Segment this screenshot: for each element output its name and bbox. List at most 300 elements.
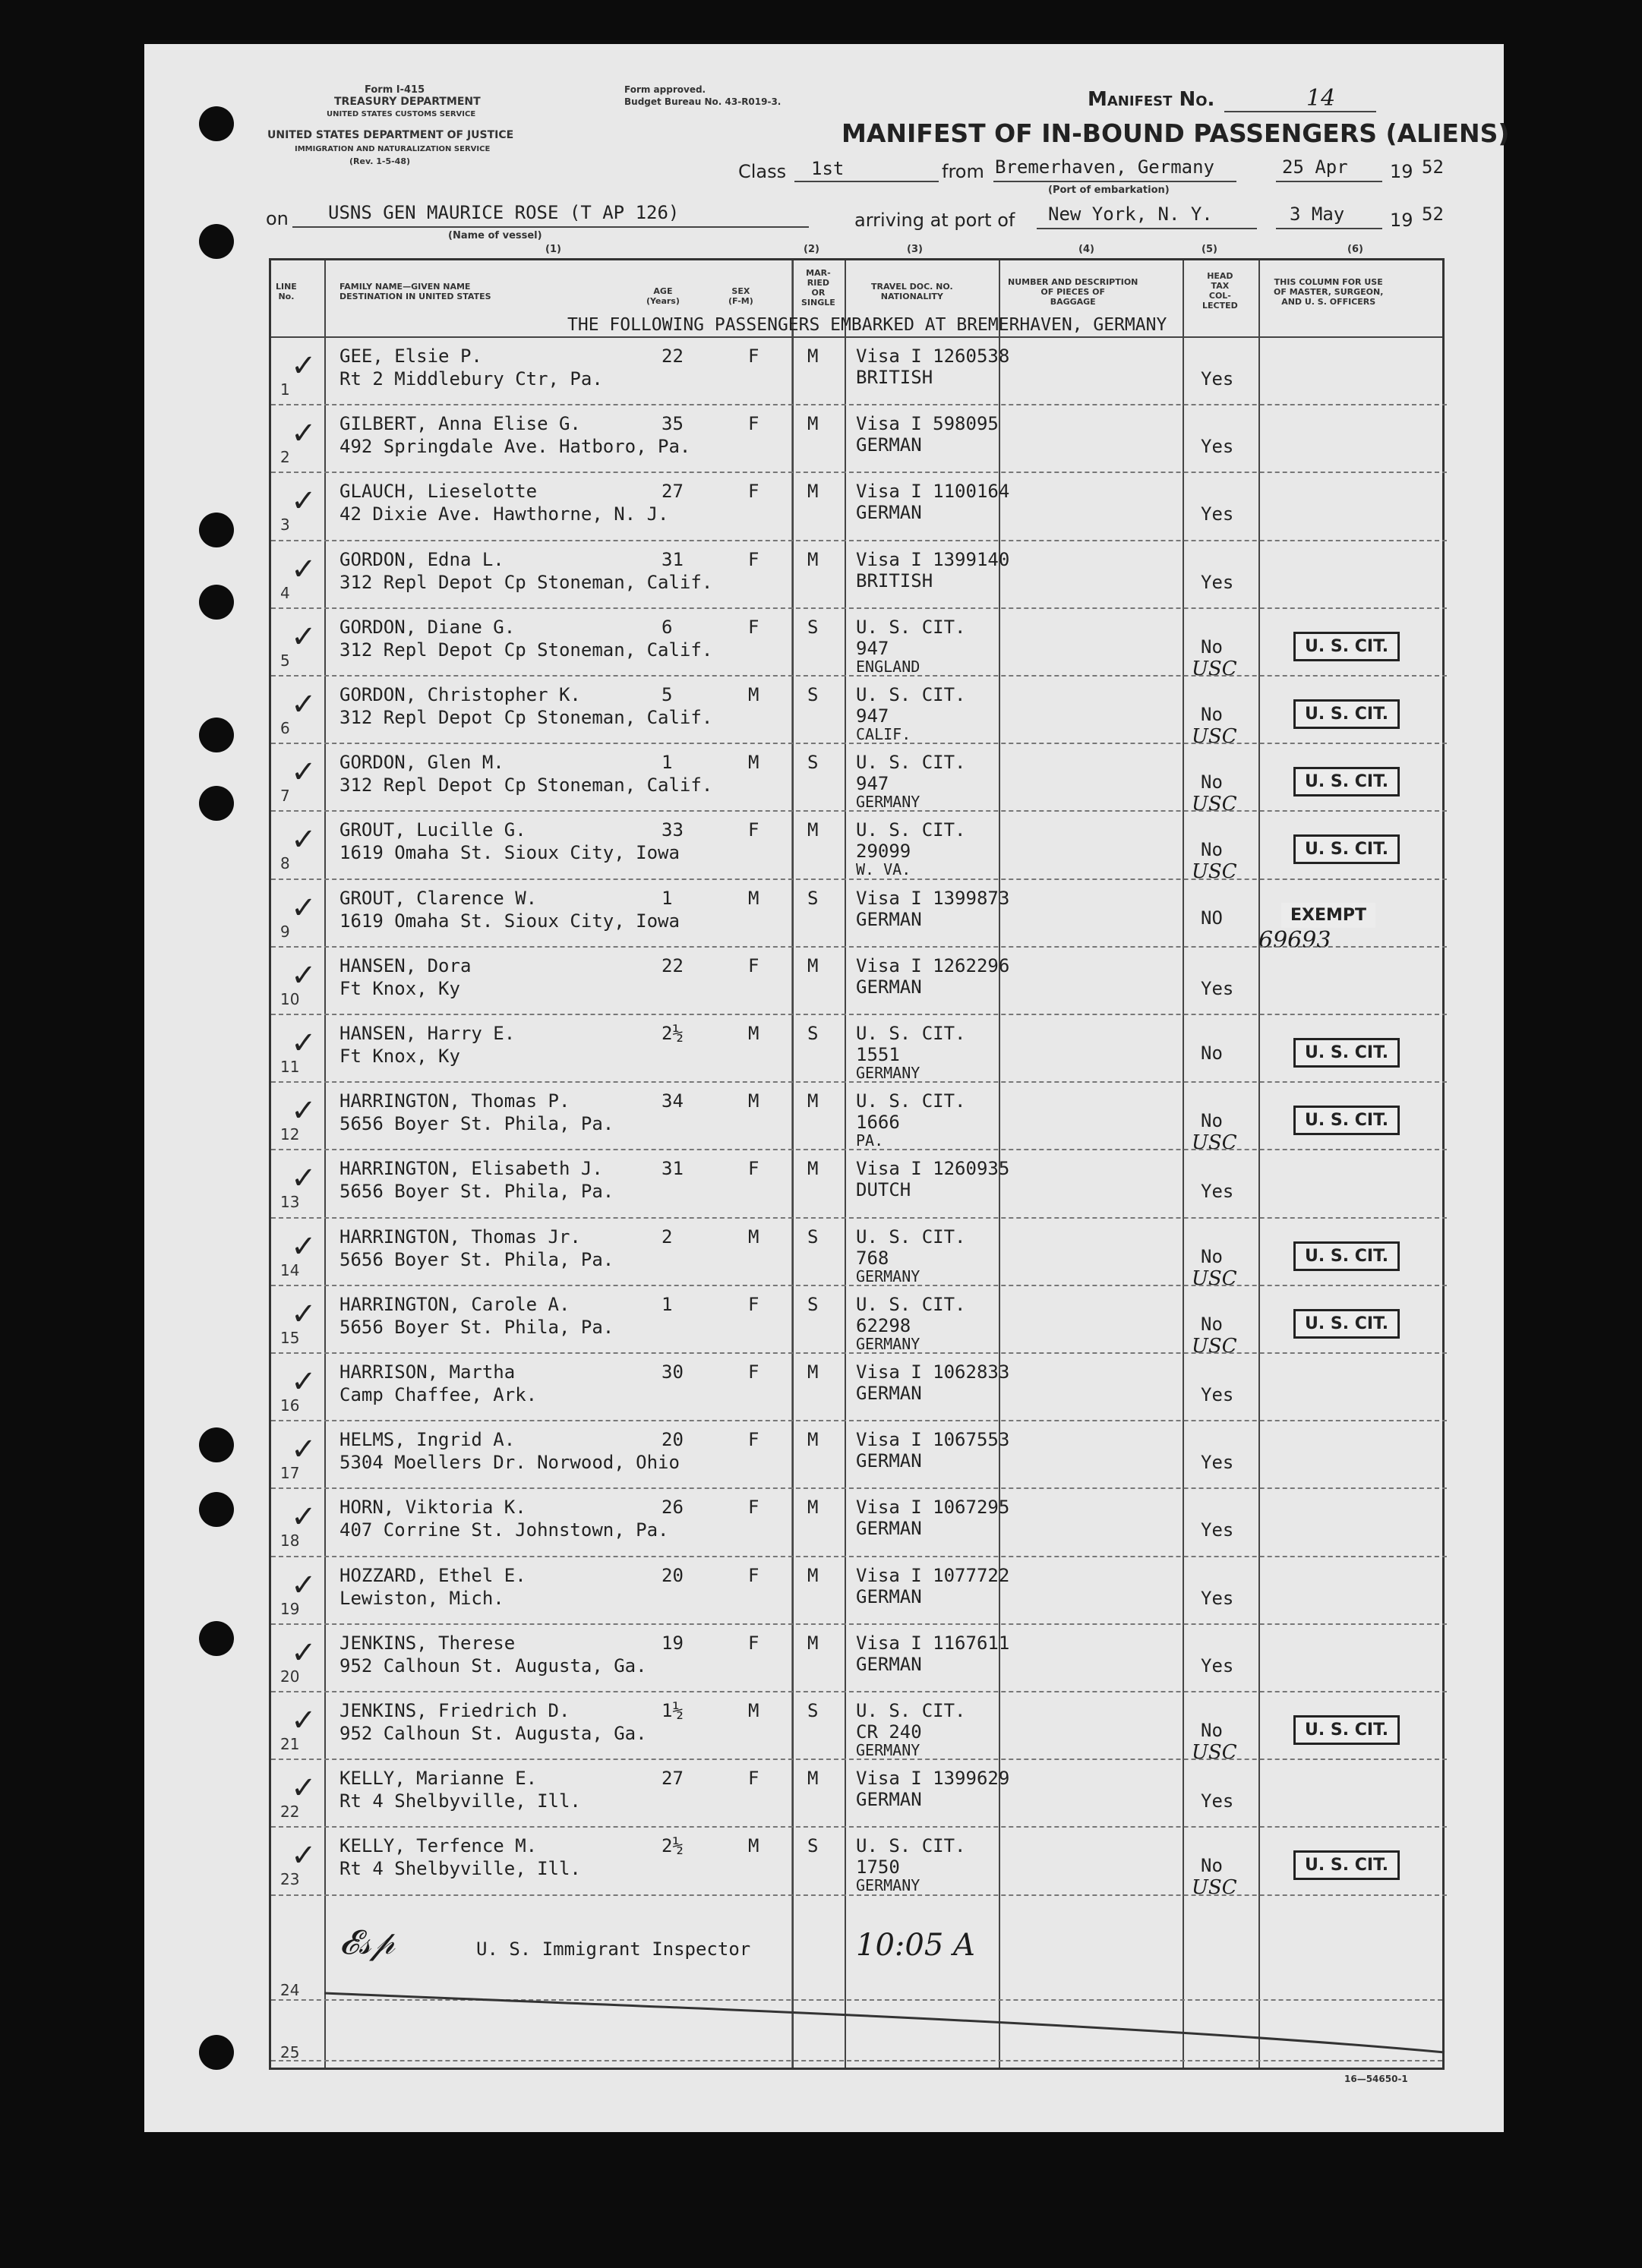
handwritten-note: USC xyxy=(1192,1876,1237,1900)
passenger-name: HARRINGTON, Thomas Jr. xyxy=(339,1225,581,1248)
passenger-age: 30 xyxy=(662,1361,684,1383)
header-sex: SEX (F-M) xyxy=(728,286,753,306)
row-rule xyxy=(271,1894,1447,1897)
check-mark-icon: ✓ xyxy=(291,1229,317,1264)
travel-doc: Visa I 1260935 xyxy=(856,1158,1010,1180)
passenger-destination: 1619 Omaha St. Sioux City, Iowa xyxy=(339,910,680,932)
table-row xyxy=(271,880,1447,954)
passenger-destination: 312 Repl Depot Cp Stoneman, Calif. xyxy=(339,571,713,593)
passenger-sex: F xyxy=(748,548,759,570)
nationality-or-cert: BRITISH xyxy=(856,569,933,591)
passenger-sex: F xyxy=(748,616,759,638)
arrival-date: 3 May xyxy=(1290,203,1345,225)
passenger-name: GEE, Elsie P. xyxy=(339,345,482,367)
col-num-5: (5) xyxy=(1202,244,1217,255)
nationality-extra: ENGLAND xyxy=(856,657,920,676)
passenger-destination: 5656 Boyer St. Phila, Pa. xyxy=(339,1316,614,1338)
head-tax: No xyxy=(1201,771,1223,793)
nationality-extra: PA. xyxy=(856,1131,884,1150)
head-tax: No xyxy=(1201,1110,1223,1132)
justice-dept: UNITED STATES DEPARTMENT OF JUSTICE xyxy=(267,129,514,141)
check-mark-icon: ✓ xyxy=(291,1703,317,1738)
nationality-or-cert: GERMAN xyxy=(856,976,922,998)
header-travel: TRAVEL DOC. NO. NATIONALITY xyxy=(871,282,953,301)
line-number: 3 xyxy=(280,516,290,535)
passenger-marital: S xyxy=(807,1023,819,1044)
nationality-or-cert: GERMAN xyxy=(856,434,922,456)
arrival-year: 52 xyxy=(1422,203,1444,225)
port-embark-caption: (Port of embarkation) xyxy=(1048,185,1170,196)
passenger-marital: M xyxy=(807,1497,819,1519)
travel-doc: Visa I 1062833 xyxy=(856,1361,1010,1383)
nationality-or-cert: GERMAN xyxy=(856,908,922,930)
vessel-caption: (Name of vessel) xyxy=(448,230,542,241)
passenger-name: HARRINGTON, Carole A. xyxy=(339,1293,570,1315)
passenger-marital: S xyxy=(807,616,819,638)
table-row xyxy=(271,1150,1447,1217)
manifest-no-underline xyxy=(1224,111,1376,112)
col-num-4: (4) xyxy=(1078,244,1094,255)
passenger-marital: M xyxy=(807,954,819,976)
handwritten-note: USC xyxy=(1192,1334,1237,1358)
passenger-marital: S xyxy=(807,752,819,774)
arrival-date-underline xyxy=(1276,228,1382,229)
handwritten-note: USC xyxy=(1192,725,1237,748)
passenger-destination: 5656 Boyer St. Phila, Pa. xyxy=(339,1113,614,1135)
table-row xyxy=(271,1083,1447,1155)
travel-doc: U. S. CIT. xyxy=(856,819,966,841)
passenger-destination: 1619 Omaha St. Sioux City, Iowa xyxy=(339,842,680,864)
from-date: 25 Apr xyxy=(1282,156,1348,178)
passenger-age: 20 xyxy=(662,1564,684,1586)
check-mark-icon: ✓ xyxy=(291,890,317,926)
arrival-port-underline xyxy=(1037,228,1257,229)
line-number: 8 xyxy=(280,854,290,873)
line-number: 16 xyxy=(280,1396,300,1415)
line-number: 6 xyxy=(280,719,290,737)
check-mark-icon: ✓ xyxy=(291,1093,317,1129)
passenger-sex: F xyxy=(748,1768,759,1790)
line-number: 20 xyxy=(280,1667,300,1686)
head-tax: No xyxy=(1201,1245,1223,1267)
handwritten-note: USC xyxy=(1192,1266,1237,1290)
passenger-age: 5 xyxy=(662,684,673,705)
line-number: 13 xyxy=(280,1193,300,1212)
passenger-age: 1 xyxy=(662,1293,673,1315)
from-label: from xyxy=(942,161,984,182)
punch-hole xyxy=(199,1492,234,1527)
passenger-name: GROUT, Clarence W. xyxy=(339,887,538,909)
passenger-sex: F xyxy=(748,1429,759,1451)
passenger-name: HANSEN, Dora xyxy=(339,954,472,976)
passenger-age: 1½ xyxy=(662,1700,684,1721)
check-mark-icon: ✓ xyxy=(291,822,317,858)
line-number: 14 xyxy=(280,1260,300,1279)
nationality-or-cert: GERMAN xyxy=(856,1585,922,1607)
passenger-name: GROUT, Lucille G. xyxy=(339,819,526,841)
check-mark-icon: ✓ xyxy=(291,551,317,587)
handwritten-note: USC xyxy=(1192,1741,1237,1764)
head-tax: Yes xyxy=(1201,1384,1234,1405)
head-tax: Yes xyxy=(1201,436,1234,458)
passenger-age: 33 xyxy=(662,819,684,841)
manifest-no-value: 14 xyxy=(1306,85,1336,112)
line-number: 19 xyxy=(280,1599,300,1618)
line-number: 18 xyxy=(280,1531,300,1550)
travel-doc: U. S. CIT. xyxy=(856,1090,966,1112)
line-number: 17 xyxy=(280,1464,300,1483)
nationality-or-cert: 947 xyxy=(856,773,889,795)
nationality-or-cert: GERMAN xyxy=(856,1789,922,1811)
nationality-or-cert: 768 xyxy=(856,1247,889,1269)
check-mark-icon: ✓ xyxy=(291,1567,317,1603)
punch-hole xyxy=(199,513,234,547)
check-mark-icon: ✓ xyxy=(291,1771,317,1806)
passenger-marital: S xyxy=(807,887,819,909)
head-tax: No xyxy=(1201,1855,1223,1877)
check-mark-icon: ✓ xyxy=(291,1364,317,1399)
nationality-or-cert: 947 xyxy=(856,637,889,659)
passenger-name: GORDON, Diane G. xyxy=(339,616,516,638)
handwritten-note: USC xyxy=(1192,860,1237,884)
table-row xyxy=(271,1286,1447,1358)
nationality-or-cert: GERMAN xyxy=(856,1383,922,1404)
passenger-marital: M xyxy=(807,548,819,570)
passenger-sex: F xyxy=(748,1158,759,1180)
header-married: MAR- RIED OR SINGLE xyxy=(801,268,835,308)
nationality-extra: GERMANY xyxy=(856,1266,920,1285)
head-tax: Yes xyxy=(1201,977,1234,999)
passenger-name: JENKINS, Therese xyxy=(339,1632,516,1654)
table-row xyxy=(271,1421,1447,1488)
check-mark-icon: ✓ xyxy=(291,1161,317,1197)
passenger-sex: M xyxy=(748,887,759,909)
passenger-age: 2½ xyxy=(662,1835,684,1857)
ins-service: IMMIGRATION AND NATURALIZATION SERVICE xyxy=(295,145,491,153)
passenger-destination: Rt 4 Shelbyville, Ill. xyxy=(339,1858,581,1880)
check-mark-icon: ✓ xyxy=(291,484,317,519)
passenger-sex: M xyxy=(748,684,759,705)
status-stamp: U. S. CIT. xyxy=(1293,1106,1400,1135)
table-row xyxy=(271,1828,1447,1900)
from-port: Bremerhaven, Germany xyxy=(995,156,1214,178)
nationality-or-cert: 62298 xyxy=(856,1314,911,1336)
nationality-extra: GERMANY xyxy=(856,1064,920,1082)
check-mark-icon: ✓ xyxy=(291,687,317,722)
check-mark-icon: ✓ xyxy=(291,416,317,452)
punch-hole xyxy=(199,106,234,141)
row-rule xyxy=(271,1999,1442,2001)
passenger-marital: M xyxy=(807,413,819,435)
nationality-extra: GERMANY xyxy=(856,1876,920,1895)
check-mark-icon: ✓ xyxy=(291,957,317,993)
status-stamp: U. S. CIT. xyxy=(1293,767,1400,796)
passenger-marital: M xyxy=(807,1361,819,1383)
travel-doc: Visa I 1260538 xyxy=(856,345,1010,367)
punch-hole xyxy=(199,2035,234,2070)
nationality-extra: GERMANY xyxy=(856,793,920,812)
nationality-or-cert: GERMAN xyxy=(856,502,922,524)
customs-service: UNITED STATES CUSTOMS SERVICE xyxy=(327,110,476,118)
passenger-age: 1 xyxy=(662,752,673,774)
passenger-marital: M xyxy=(807,345,819,367)
manifest-title: MANIFEST OF IN-BOUND PASSENGERS (ALIENS) xyxy=(842,118,1510,148)
nationality-or-cert: 1551 xyxy=(856,1044,900,1065)
status-stamp: U. S. CIT. xyxy=(1293,632,1400,661)
passenger-name: HOZZARD, Ethel E. xyxy=(339,1564,526,1586)
status-stamp: U. S. CIT. xyxy=(1293,1715,1400,1745)
passenger-table xyxy=(269,258,1445,2070)
passenger-marital: M xyxy=(807,1429,819,1451)
check-mark-icon: ✓ xyxy=(291,1838,317,1874)
passenger-sex: F xyxy=(748,819,759,841)
passenger-age: 26 xyxy=(662,1497,684,1519)
check-mark-icon: ✓ xyxy=(291,1026,317,1061)
passenger-sex: M xyxy=(748,752,759,774)
passenger-sex: F xyxy=(748,413,759,435)
passenger-sex: F xyxy=(748,1293,759,1315)
passenger-destination: 407 Corrine St. Johnstown, Pa. xyxy=(339,1519,669,1541)
passenger-marital: S xyxy=(807,1293,819,1315)
travel-doc: Visa I 1262296 xyxy=(856,954,1010,976)
line-number: 5 xyxy=(280,651,290,670)
head-tax: Yes xyxy=(1201,1654,1234,1677)
passenger-destination: 5304 Moellers Dr. Norwood, Ohio xyxy=(339,1452,680,1474)
travel-doc: U. S. CIT. xyxy=(856,1700,966,1721)
header-tax: HEAD TAX COL- LECTED xyxy=(1202,271,1238,311)
punch-hole xyxy=(199,718,234,752)
passenger-destination: Ft Knox, Ky xyxy=(339,1046,460,1067)
table-row xyxy=(271,1692,1447,1764)
row-rule xyxy=(271,2060,1442,2062)
check-mark-icon: ✓ xyxy=(291,619,317,655)
passenger-marital: M xyxy=(807,481,819,503)
head-tax: Yes xyxy=(1201,1587,1234,1609)
table-row xyxy=(271,1015,1447,1082)
passenger-marital: S xyxy=(807,1700,819,1721)
table-row xyxy=(271,1489,1447,1556)
head-tax: No xyxy=(1201,1043,1223,1064)
travel-doc: Visa I 1077722 xyxy=(856,1564,1010,1586)
passenger-age: 6 xyxy=(662,616,673,638)
check-mark-icon: ✓ xyxy=(291,1635,317,1670)
passenger-sex: M xyxy=(748,1835,759,1857)
nationality-or-cert: GERMAN xyxy=(856,1653,922,1675)
passenger-name: GILBERT, Anna Elise G. xyxy=(339,413,581,435)
nationality-extra: GERMANY xyxy=(856,1741,920,1759)
revision: (Rev. 1-5-48) xyxy=(349,156,411,166)
table-row xyxy=(271,1219,1447,1290)
punch-hole xyxy=(199,1621,234,1656)
passenger-destination: 312 Repl Depot Cp Stoneman, Calif. xyxy=(339,707,713,728)
passenger-sex: F xyxy=(748,1497,759,1519)
budget-bureau: Budget Bureau No. 43-R019-3. xyxy=(624,96,782,107)
head-tax: No xyxy=(1201,1720,1223,1741)
passenger-sex: F xyxy=(748,1361,759,1383)
passenger-age: 35 xyxy=(662,413,684,435)
embark-banner: THE FOLLOWING PASSENGERS EMBARKED AT BREMERHAVEN, GERMANY xyxy=(567,315,1167,335)
vessel-name: USNS GEN MAURICE ROSE (T AP 126) xyxy=(328,202,680,223)
passenger-name: KELLY, Marianne E. xyxy=(339,1768,538,1790)
passenger-age: 19 xyxy=(662,1632,684,1654)
passenger-age: 34 xyxy=(662,1090,684,1112)
passenger-age: 31 xyxy=(662,548,684,570)
travel-doc: Visa I 1399140 xyxy=(856,548,1010,570)
inspector-time: 10:05 A xyxy=(856,1928,975,1963)
travel-doc: Visa I 1399873 xyxy=(856,887,1010,909)
passenger-sex: M xyxy=(748,1090,759,1112)
from-underline xyxy=(993,181,1236,182)
passenger-age: 1 xyxy=(662,887,673,909)
travel-doc: U. S. CIT. xyxy=(856,1225,966,1248)
from-year: 52 xyxy=(1422,156,1444,178)
head-tax: Yes xyxy=(1201,571,1234,593)
passenger-name: HARRINGTON, Thomas P. xyxy=(339,1090,570,1112)
passenger-age: 22 xyxy=(662,345,684,367)
passenger-sex: F xyxy=(748,345,759,367)
nationality-or-cert: 1666 xyxy=(856,1112,900,1134)
nationality-or-cert: GERMAN xyxy=(856,1450,922,1472)
nationality-or-cert: GERMAN xyxy=(856,1518,922,1540)
travel-doc: U. S. CIT. xyxy=(856,752,966,774)
nationality-or-cert: 1750 xyxy=(856,1856,900,1878)
head-tax: No xyxy=(1201,636,1223,658)
passenger-name: HANSEN, Harry E. xyxy=(339,1023,516,1044)
travel-doc: U. S. CIT. xyxy=(856,1835,966,1857)
handwritten-note: USC xyxy=(1192,793,1237,816)
table-row xyxy=(271,1760,1447,1827)
travel-doc: Visa I 1067295 xyxy=(856,1497,1010,1519)
check-mark-icon: ✓ xyxy=(291,1296,317,1332)
header-age: AGE (Years) xyxy=(646,286,680,306)
nationality-extra: CALIF. xyxy=(856,725,911,743)
passenger-sex: F xyxy=(748,481,759,503)
line-number: 10 xyxy=(280,989,300,1008)
passenger-sex: F xyxy=(748,1632,759,1654)
passenger-age: 2 xyxy=(662,1225,673,1248)
passenger-destination: Camp Chaffee, Ark. xyxy=(339,1384,538,1405)
travel-doc: Visa I 1100164 xyxy=(856,481,1010,503)
status-stamp: U. S. CIT. xyxy=(1293,1309,1400,1339)
passenger-sex: F xyxy=(748,954,759,976)
line-number: 23 xyxy=(280,1870,300,1889)
passenger-age: 31 xyxy=(662,1158,684,1180)
form-number: Form I-415 xyxy=(365,84,425,96)
line-number: 11 xyxy=(280,1058,300,1076)
line-number-24: 24 xyxy=(280,1981,300,1999)
travel-doc: U. S. CIT. xyxy=(856,684,966,705)
punch-hole xyxy=(199,585,234,620)
passenger-marital: M xyxy=(807,1564,819,1586)
check-mark-icon: ✓ xyxy=(291,349,317,383)
passenger-name: HORN, Viktoria K. xyxy=(339,1497,526,1519)
handwritten-note: USC xyxy=(1192,657,1237,680)
passenger-destination: 952 Calhoun St. Augusta, Ga. xyxy=(339,1723,647,1744)
nationality-extra: W. VA. xyxy=(856,860,911,879)
on-label: on xyxy=(266,208,289,229)
passenger-marital: S xyxy=(807,1225,819,1248)
handwritten-note: USC xyxy=(1192,1131,1237,1155)
line-number: 1 xyxy=(280,380,290,399)
nationality-or-cert: CR 240 xyxy=(856,1721,922,1743)
passenger-marital: M xyxy=(807,819,819,841)
line-number: 12 xyxy=(280,1125,300,1144)
col-num-3: (3) xyxy=(907,244,923,255)
punch-hole xyxy=(199,786,234,821)
passenger-age: 20 xyxy=(662,1429,684,1451)
table-row xyxy=(271,948,1447,1014)
passenger-age: 27 xyxy=(662,481,684,503)
travel-doc: U. S. CIT. xyxy=(856,1023,966,1044)
passenger-destination: Lewiston, Mich. xyxy=(339,1587,504,1609)
passenger-name: GORDON, Christopher K. xyxy=(339,684,581,705)
line-number: 22 xyxy=(280,1803,300,1822)
punch-hole xyxy=(199,224,234,259)
head-tax: NO xyxy=(1201,907,1223,929)
line-number: 2 xyxy=(280,448,290,467)
passenger-marital: S xyxy=(807,1835,819,1857)
passenger-sex: M xyxy=(748,1700,759,1721)
passenger-name: JENKINS, Friedrich D. xyxy=(339,1700,570,1721)
travel-doc: Visa I 1399629 xyxy=(856,1768,1010,1790)
head-tax: Yes xyxy=(1201,368,1234,390)
head-tax: No xyxy=(1201,704,1223,725)
arrival-port: New York, N. Y. xyxy=(1048,203,1213,225)
status-stamp: U. S. CIT. xyxy=(1293,1241,1400,1271)
vessel-underline xyxy=(292,226,809,228)
table-row xyxy=(271,677,1447,748)
passenger-destination: 42 Dixie Ave. Hawthorne, N. J. xyxy=(339,503,669,525)
col-num-2: (2) xyxy=(804,244,819,255)
inspector-label: U. S. Immigrant Inspector xyxy=(476,1938,751,1960)
nationality-extra: GERMANY xyxy=(856,1334,920,1353)
head-tax: Yes xyxy=(1201,1790,1234,1812)
nationality-or-cert: DUTCH xyxy=(856,1179,911,1201)
passenger-name: GORDON, Glen M. xyxy=(339,752,504,774)
passenger-age: 22 xyxy=(662,954,684,976)
head-tax: Yes xyxy=(1201,1519,1234,1541)
nationality-or-cert: 29099 xyxy=(856,841,911,863)
table-row xyxy=(271,744,1447,816)
from-date-underline xyxy=(1276,181,1382,182)
travel-doc: Visa I 1067553 xyxy=(856,1429,1010,1451)
status-stamp: U. S. CIT. xyxy=(1293,1850,1400,1880)
table-row xyxy=(271,541,1447,608)
head-tax: Yes xyxy=(1201,503,1234,525)
handwritten-note: 69693 xyxy=(1258,926,1331,954)
passenger-sex: F xyxy=(748,1564,759,1586)
passenger-name: HELMS, Ingrid A. xyxy=(339,1429,516,1451)
passenger-name: GLAUCH, Lieselotte xyxy=(339,481,538,503)
table-row xyxy=(271,609,1447,680)
passenger-name: HARRINGTON, Elisabeth J. xyxy=(339,1158,603,1180)
passenger-destination: 5656 Boyer St. Phila, Pa. xyxy=(339,1248,614,1270)
travel-doc: U. S. CIT. xyxy=(856,1293,966,1315)
passenger-marital: M xyxy=(807,1158,819,1180)
nationality-or-cert: 947 xyxy=(856,705,889,727)
check-mark-icon: ✓ xyxy=(291,1432,317,1468)
passenger-name: HARRISON, Martha xyxy=(339,1361,516,1383)
header-line-no: LINE No. xyxy=(276,282,297,301)
form-approved: Form approved. xyxy=(624,84,706,95)
passenger-destination: Ft Knox, Ky xyxy=(339,977,460,999)
passenger-age: 2½ xyxy=(662,1023,684,1044)
manifest-no-label: Manifest No. xyxy=(1088,88,1215,111)
passenger-sex: M xyxy=(748,1225,759,1248)
passenger-marital: M xyxy=(807,1768,819,1790)
col-num-1: (1) xyxy=(545,244,561,255)
line-number-25: 25 xyxy=(280,2043,300,2061)
